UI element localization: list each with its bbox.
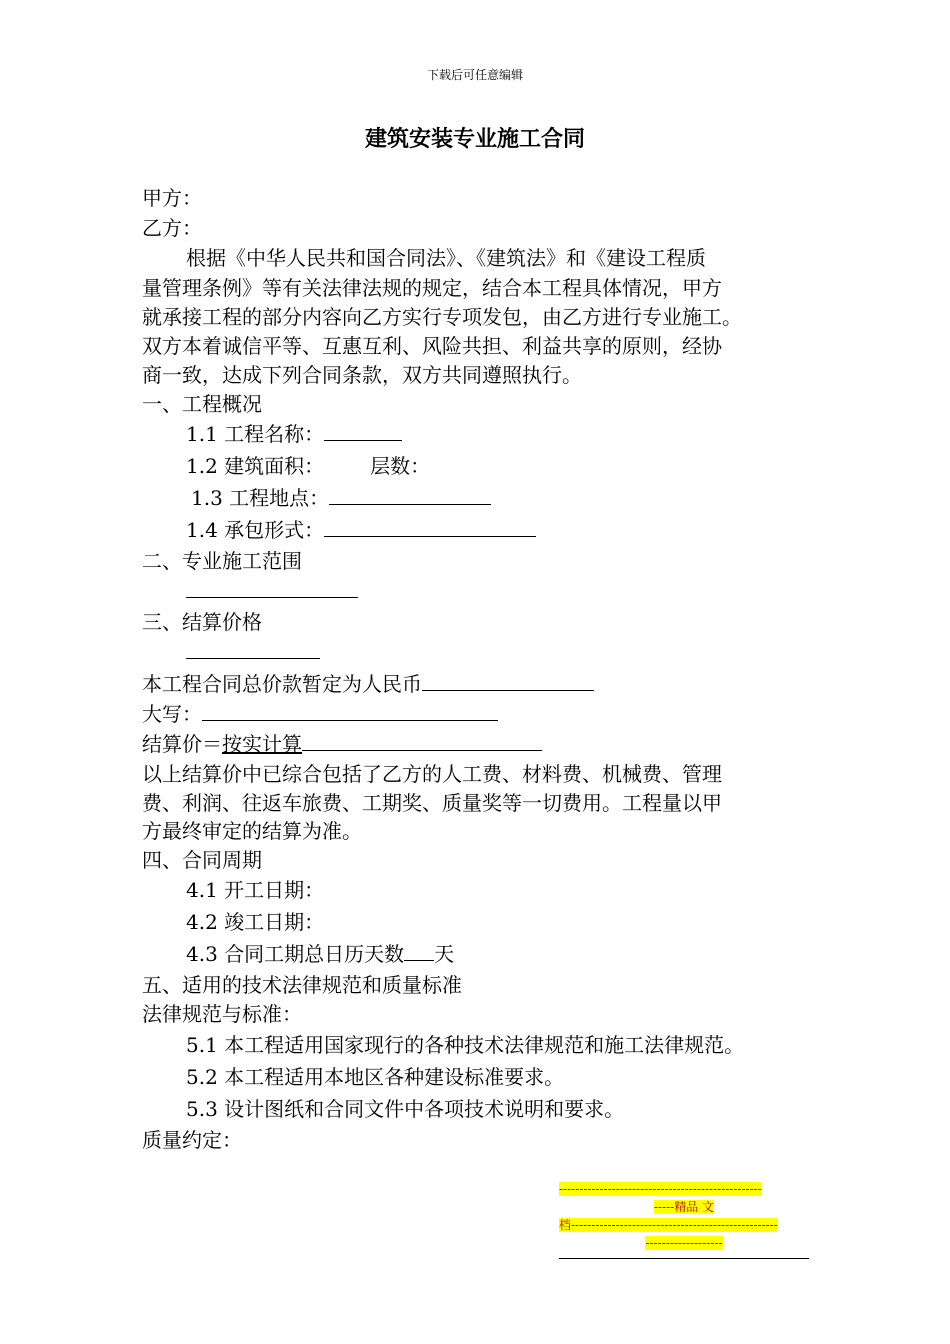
settlement-row: [142, 730, 542, 758]
capital-blank[interactable]: [202, 700, 498, 721]
section-4-heading: 四、合同周期: [142, 848, 262, 872]
party-a: 甲方：: [142, 186, 202, 210]
settlement-blank[interactable]: [302, 730, 542, 751]
watermark-stamp: [559, 1180, 809, 1259]
price-note-3: 方最终审定的结算为准。: [142, 819, 362, 843]
intro-line-1: 根据《中华人民共和国合同法》、《建筑法》和《建设工程质: [186, 246, 706, 270]
quality-agreement-label: 质量约定：: [142, 1128, 242, 1152]
total-price-label: 本工程合同总价款暂定为人民币: [142, 672, 422, 696]
stamp-line-1: --------------------------------------------------: [559, 1182, 762, 1196]
location-blank[interactable]: [329, 484, 491, 505]
duration-unit: 天: [434, 942, 455, 966]
capital-row: [142, 700, 498, 728]
price-note-2: 费、利润、往返车旅费、工期奖、质量奖等一切费用。工程量以甲: [142, 791, 722, 815]
location-label: 1.3 工程地点：: [191, 486, 330, 510]
price-blank[interactable]: [186, 638, 320, 659]
section-3-heading: 三、结算价格: [142, 610, 262, 634]
stamp-line-4: -------------------: [645, 1236, 723, 1250]
contract-form-label: 1.4 承包形式：: [186, 518, 325, 542]
document-title: 建筑安装专业施工合同: [364, 127, 585, 152]
capital-label: 大写：: [142, 702, 202, 726]
intro-line-3: 就承接工程的部分内容向乙方实行专项发包，由乙方进行专业施工。: [142, 305, 742, 329]
settlement-method: 按实计算: [222, 732, 302, 756]
standard-item-1: 5.1 本工程适用国家现行的各种技术法律规范和施工法律规范。: [186, 1033, 745, 1057]
header-note: 下载后可任意编辑: [426, 68, 523, 82]
settlement-prefix: 结算价＝: [142, 732, 222, 756]
intro-line-4: 双方本着诚信平等、互惠互利、风险共担、利益共享的原则，经协: [142, 334, 722, 358]
intro-line-2: 量管理条例》等有关法律法规的规定，结合本工程具体情况，甲方: [142, 276, 722, 300]
project-name-label: 1.1 工程名称：: [186, 422, 325, 446]
scope-row: [186, 577, 358, 605]
area-row: [186, 452, 430, 480]
standard-item-3: 5.3 设计图纸和合同文件中各项技术说明和要求。: [186, 1097, 625, 1121]
standards-subheading: 法律规范与标准：: [142, 1002, 302, 1026]
duration-blank[interactable]: [404, 940, 434, 961]
total-price-blank[interactable]: [422, 670, 594, 691]
section-2-heading: 二、专业施工范围: [142, 549, 302, 573]
start-date: 4.1 开工日期：: [186, 878, 325, 902]
location-row: [191, 484, 491, 512]
section-1-heading: 一、工程概况: [142, 392, 262, 416]
section-5-heading: 五、适用的技术法律规范和质量标准: [142, 973, 462, 997]
contract-form-blank[interactable]: [324, 516, 536, 537]
duration-label: 4.3 合同工期总日历天数: [186, 942, 405, 966]
party-b: 乙方：: [142, 216, 202, 240]
stamp-line-2: -----精品 文: [653, 1200, 715, 1214]
standard-item-2: 5.2 本工程适用本地区各种建设标准要求。: [186, 1065, 565, 1089]
price-blank-row: [186, 638, 320, 666]
scope-blank[interactable]: [186, 577, 358, 598]
total-price-row: [142, 670, 594, 698]
stamp-line-3: 档---------------------------------------------------: [559, 1218, 778, 1232]
contract-form-row: [186, 516, 536, 544]
floors-label: 层数：: [370, 454, 431, 478]
duration-row: [186, 940, 454, 968]
stamp-bottom-rule: [559, 1252, 809, 1259]
completion-date: 4.2 竣工日期：: [186, 910, 325, 934]
project-name-row: [186, 420, 402, 448]
price-note-1: 以上结算价中已综合包括了乙方的人工费、材料费、机械费、管理: [142, 762, 722, 786]
project-name-blank[interactable]: [324, 420, 402, 441]
area-label: 1.2 建筑面积：: [186, 454, 325, 478]
intro-line-5: 商一致，达成下列合同条款，双方共同遵照执行。: [142, 363, 582, 387]
